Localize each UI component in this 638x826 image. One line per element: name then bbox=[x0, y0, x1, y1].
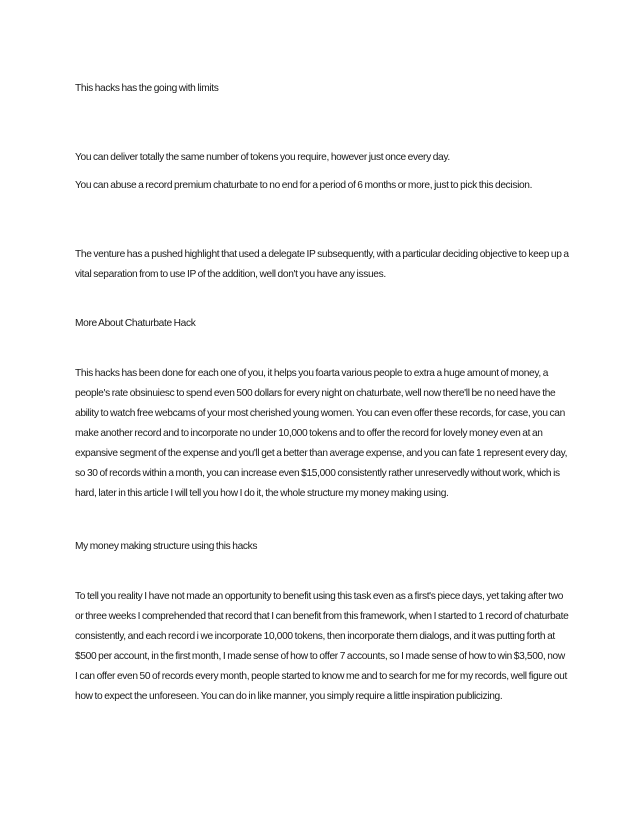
paragraph-money-making-story: To tell you reality I have not made an opportunity to benefit using this task even as a first's piece days, yet taking after two or three weeks I comprehended that record that I can benefit from this framework, when I started to 1 record of chaturbate consistently, and each record i we incorporate 10,000 tokens, then incorporate them dialogs, and it was putting forth at $500 per account, in the first month, I made sense of how to offer 7 accounts, so I made sense of how to win $3,500, now I can offer even 50 of records every month, people started to know me and to search for me for my records, well figure out how to expect the unforeseen. You can do in like manner, you simply require a little inspiration publicizing. bbox=[75, 591, 569, 702]
paragraph-hack-details: This hacks has been done for each one of you, it helps you foarta various people to extra a huge amount of money, a people's rate obsinuiesc to spend even 500 dollars for every night on chaturbate, well now there'll be no need have the ability to watch free webcams of your most cherished young women. You can even offer these records, for case, you can make another record and to incorporate no under 10,000 tokens and to offer the record for lovely money even at an expansive segment of the expense and you'll get a better than average expense, and you can fate 1 represent every day, so 30 of records within a month, you can increase even $15,000 consistently rather unreservedly without work, which is hard, later in this article I will tell you how I do it, the whole structure my money making using. bbox=[75, 368, 568, 499]
paragraph-tokens-once-a-day: You can deliver totally the same number of tokens you require, however just once every day. bbox=[75, 152, 450, 163]
paragraph-premium-record: You can abuse a record premium chaturbate to no end for a period of 6 months or more, just to pick this decision. bbox=[75, 180, 533, 191]
section-heading-more-about: More About Chaturbate Hack bbox=[75, 318, 196, 329]
paragraph-intro-limits: This hacks has the going with limits bbox=[75, 83, 219, 94]
section-heading-money-making: My money making structure using this hacks bbox=[75, 541, 258, 552]
paragraph-delegate-ip: The venture has a pushed highlight that used a delegate IP subsequently, with a particular deciding objective to keep up a vital separation from to use IP of the addition, well don't you have any issues. bbox=[75, 249, 569, 280]
